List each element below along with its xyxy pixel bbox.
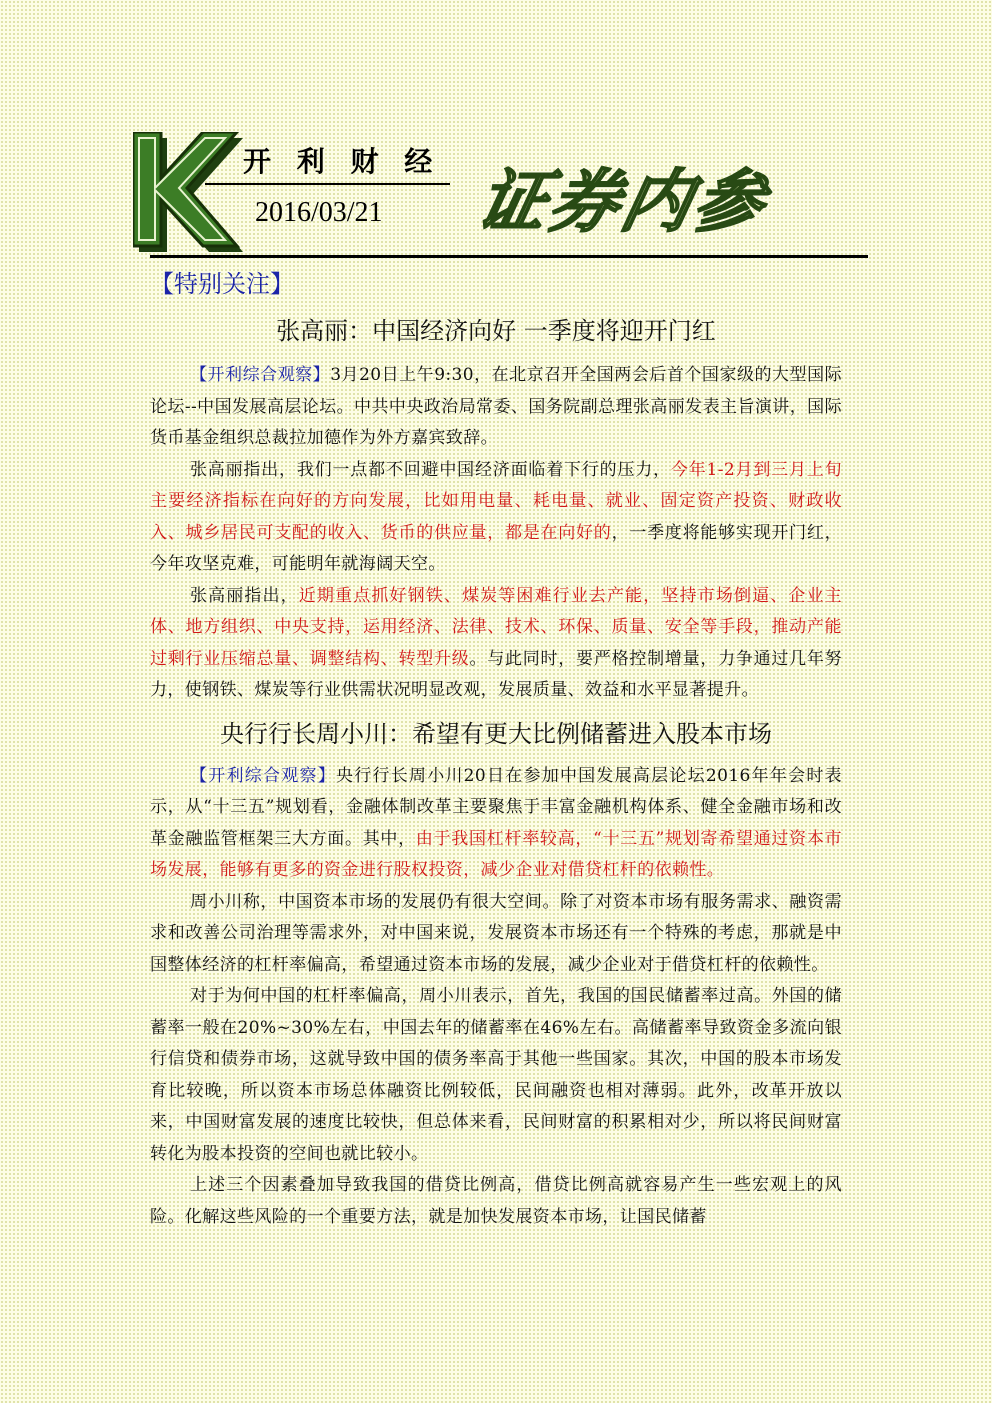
highlight-text: 由于我国杠杆率较高，“十三五”规划寄希望通过资本市场发展，能够有更多的资金进行股权投资，减少企业对借贷杠杆的依赖性。 xyxy=(150,828,842,880)
paragraph-text: 央行行长周小川20日在参加中国发展高层论坛2016年年会时表示，从“十三五”规划看，金融体制改革主要聚焦于丰富金融机构体系、健全金融市场和改革金融监管框架三大方面。其中， xyxy=(150,765,842,849)
paragraph-text: 。与此同时，要严格控制增量，力争通过几年努力，使钢铁、煤炭等行业供需状况明显改观，发展质量、效益和水平显著提升。 xyxy=(150,648,842,700)
article-title: 张高丽：中国经济向好 一季度将迎开门红 xyxy=(276,317,716,345)
brand-name: 开 利 财 经 xyxy=(243,145,441,178)
article-paragraph xyxy=(150,761,842,887)
article-paragraph xyxy=(150,581,842,707)
article-paragraph xyxy=(150,1170,842,1233)
article-paragraph xyxy=(150,887,842,982)
article-paragraph xyxy=(150,455,842,581)
paragraph-text: 上述三个因素叠加导致我国的借贷比例高，借贷比例高就容易产生一些宏观上的风险。化解这些风险的一个重要方法，就是加快发展资本市场，让国民储蓄 xyxy=(150,1175,842,1227)
article-paragraph xyxy=(150,360,842,455)
article-title: 央行行长周小川：希望有更大比例储蓄进入股本市场 xyxy=(220,719,772,748)
paragraph-text: 张高丽指出，我们一点都不回避中国经济面临着下行的压力， xyxy=(190,459,671,480)
brand-divider xyxy=(205,183,450,185)
section-label: 【特别关注】 xyxy=(150,270,294,298)
article-body xyxy=(150,310,842,1233)
publication-title: 证券内参 xyxy=(470,163,776,242)
source-tag: 【开利综合观察】 xyxy=(190,365,331,385)
k-logo-icon xyxy=(133,132,243,252)
header-rule xyxy=(150,255,868,258)
source-tag: 【开利综合观察】 xyxy=(190,765,336,786)
paragraph-text: 3月20日上午9:30，在北京召开全国两会后首个国家级的大型国际论坛--中国发展高层论坛。中共中央政治局常委、国务院副总理张高丽发表主旨演讲，国际货币基金组织总裁拉加德作为外方嘉宾致辞。 xyxy=(150,365,842,448)
paragraph-text: ，一季度将能够实现开门红，今年攻坚克难，可能明年就海阔天空。 xyxy=(150,522,842,574)
highlight-text: 近期重点抓好钢铁、煤炭等困难行业去产能，坚持市场倒逼、企业主体、地方组织、中央支持，运用经济、法律、技术、环保、质量、安全等手段，推动产能过剩行业压缩总量、调整结构、转型升级 xyxy=(150,585,843,669)
issue-date: 2016/03/21 xyxy=(255,197,383,228)
paragraph-text: 周小川称，中国资本市场的发展仍有很大空间。除了对资本市场有服务需求、融资需求和改善公司治理等需求外，对中国来说，发展资本市场还有一个特殊的考虑，那就是中国整体经济的杠杆率偏高，希望通过资本市场的发展，减少企业对于借贷杠杆的依赖性。 xyxy=(150,891,842,975)
article-paragraph xyxy=(150,981,842,1170)
highlight-text: 今年1-2月到三月上旬主要经济指标在向好的方向发展，比如用电量、耗电量、就业、固定资产投资、财政收入、城乡居民可支配的收入、货币的供应量，都是在向好的 xyxy=(150,459,842,543)
paragraph-text: 对于为何中国的杠杆率偏高，周小川表示，首先，我国的国民储蓄率过高。外国的储蓄率一般在20%~30%左右，中国去年的储蓄率在46%左右。高储蓄率导致资金多流向银行信贷和债券市场，这就导致中国的债务率高于其他一些国家。其次，中国的股本市场发育比较晚，所以资本市场总体融资比例较低，民间融资也相对薄弱。此外，改革开放以来，中国财富发展的速度比较快，但总体来看，民间财富的积累相对少，所以将民间财富转化为股本投资的空间也就比较小。 xyxy=(150,986,842,1164)
paragraph-text: 张高丽指出， xyxy=(190,585,299,606)
